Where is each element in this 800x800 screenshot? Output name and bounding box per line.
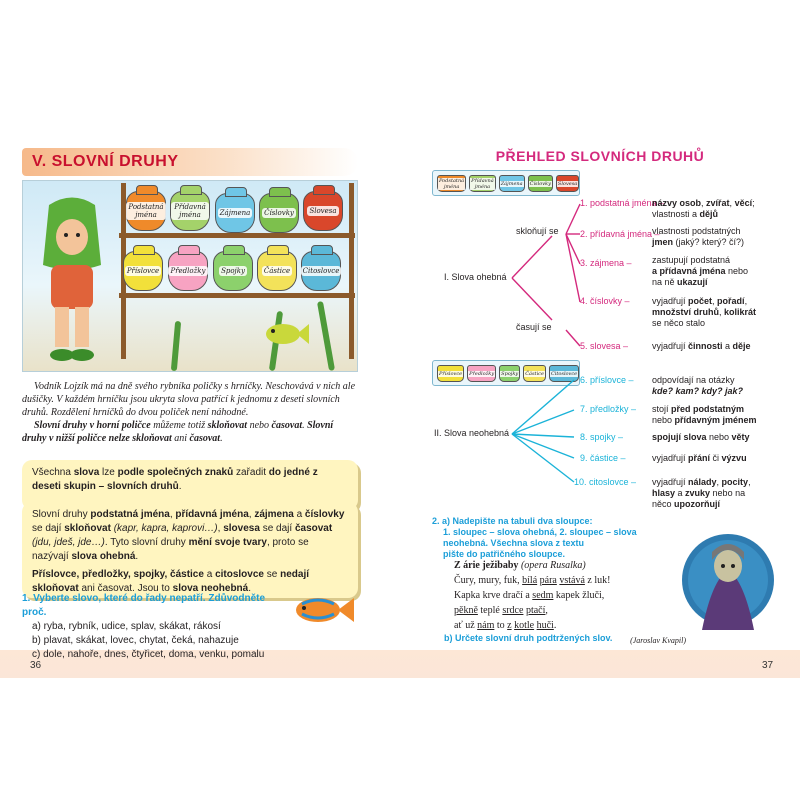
desc-cislovky: vyjadřují počet, pořadí, množství druhů, kolikrát se něco stalo (652, 296, 757, 328)
exercise-1-c: c) dole, nahoře, dnes, čtyřicet, doma, venku, pomalu (32, 649, 265, 660)
poem-line-3: pěkně teplé srdce ptačí, (454, 605, 548, 616)
tree-line (566, 234, 580, 264)
tree-line (566, 204, 580, 234)
node-slovesa: 5. slovesa – (580, 341, 629, 351)
tree-line (512, 380, 574, 434)
mini-jar: Slovesa (556, 175, 579, 192)
mini-jar: Citoslovce (549, 365, 579, 382)
exercise-2-instruction-2: pište do patřičného sloupce. (443, 549, 566, 559)
node-citoslovce: 10. citoslovce – (574, 477, 637, 487)
left-page (0, 130, 400, 678)
jar-prislovce: Příslovce (123, 251, 163, 291)
jar-castice: Částice (257, 251, 297, 291)
rule-box (22, 502, 358, 598)
shelf-illustration (22, 180, 358, 372)
page-number: 36 (30, 660, 42, 671)
exercise-2b: b) Určete slovní druh podtržených slov. (444, 633, 613, 643)
overview-title: PŘEHLED SLOVNÍCH DRUHŮ (495, 148, 705, 164)
exercise-1-title: 1. Vyberte slovo, které do řady nepatří. Zdůvodněte proč. (22, 593, 266, 618)
poem-line-2: Kapka krve dračí a sedm kapek žluči, (454, 590, 605, 601)
label-casuji-se: časují se (516, 322, 552, 332)
mini-jar: Částice (523, 365, 546, 382)
shelf-post (349, 183, 354, 359)
jar-cislovky: Číslovky (259, 193, 299, 233)
label-slova-neohebna: II. Slova neohebná (434, 428, 510, 438)
poem-line-4: ať už nám to z kotle huči. (454, 620, 557, 631)
desc-citoslovce: vyjadřují nálady, pocity, hlasy a zvuky nebo na něco upozorňují (652, 477, 751, 509)
intro-paragraph-2: Slovní druhy v horní poličce můžeme totiž skloňovat nebo časovat. Slovní druhy v nižší poličce nelze skloňovat ani časovat. (22, 420, 334, 444)
poem-line-1: Čury, mury, fuk, bílá pára vstává z luk! (454, 575, 611, 586)
node-podstatna-jmena: 1. podstatná jména – (580, 198, 665, 208)
exercise-1-b: b) plavat, skákat, lovec, chytat, čeká, nahazuje (32, 635, 239, 646)
node-spojky: 8. spojky – (580, 432, 624, 442)
exercise-2 (432, 516, 692, 560)
mini-jar: Zájmena (499, 175, 525, 192)
desc-spojky: spojují slova nebo věty (652, 432, 750, 442)
tree-line (512, 434, 574, 458)
jar-pridavna-jmena: Přídavná jména (170, 191, 210, 231)
definition-box: Všechna slova lze podle společných znaků zařadit do jedné z deseti skupin – slovních druhů. (22, 460, 358, 510)
desc-prislovce: odpovídají na otázky kde? kam? kdy? jak? (652, 375, 744, 396)
label-slova-ohebna: I. Slova ohebná (444, 272, 507, 282)
jar-predlozky: Předložky (168, 251, 208, 291)
exercise-2-instruction: 1. sloupec – slova ohebná, 2. sloupec – slova neohebná. Všechna slova z textu (443, 527, 637, 548)
node-cislovky: 4. číslovky – (580, 296, 630, 306)
label-sklonuji-se: skloňují se (516, 226, 559, 236)
jar-slovesa: Slovesa (303, 191, 343, 231)
fish-icon (263, 319, 309, 349)
node-castice: 9. částice – (580, 453, 626, 463)
poem-title: Z árie ježibaby (opera Rusalka) (454, 560, 586, 571)
jar-spojky: Spojky (213, 251, 253, 291)
seaweed-icon (317, 301, 335, 371)
node-zajmena: 3. zájmena – (580, 258, 632, 268)
rule-paragraph-2: Příslovce, předložky, spojky, částice a citoslovce se nedají skloňovat ani časovat. Jsou to slova neohebná. (32, 569, 310, 594)
tree-line (512, 278, 552, 320)
rule-paragraph-1: Slovní druhy podstatná jména, přídavná jména, zájmena a číslovky se dají skloňovat (kapr, kapra, kaprovi…), slovesa se dají časovat (jdu, jdeš, jde…). Tyto slovní druhy mění svoje tvary, proto se nazývají slova ohebná. (32, 509, 345, 562)
top-shelf (119, 233, 355, 238)
node-prislovce: 6. příslovce – (580, 375, 634, 385)
intro-paragraph-1: Vodník Lojzík má na dně svého rybníka poličky s hrníčky. Neschovává v nich ale dušičky. V každém hrníčku jsou ukryta slova patřící k jednomu z deseti slovních druhů. Rozdělení hrníčků do dvou poliček není náhodné. (22, 381, 356, 418)
exercise-1-a: a) ryba, rybník, udice, splav, skákat, rákosí (32, 621, 221, 632)
desc-predlozky: stojí před podstatným nebo přídavným jménem (652, 404, 757, 425)
jar-zajmena: Zájmena (215, 193, 255, 233)
poem-author: (Jaroslav Kvapil) (630, 636, 686, 645)
water-sprite-icon (29, 195, 115, 371)
mini-jar: Spojky (499, 365, 520, 382)
jar-podstatna-jmena: Podstatná jména (126, 191, 166, 231)
mini-jar: Podstatná jména (437, 175, 466, 192)
mini-jar: Číslovky (528, 175, 553, 192)
tree-line (566, 330, 580, 346)
right-page (400, 130, 800, 678)
witch-illustration-icon (682, 530, 774, 630)
intro-text (22, 380, 358, 445)
desc-pridavna-jmena: vlastnosti podstatných jmen (jaký? který? čí?) (652, 226, 745, 247)
desc-podstatna-jmena: názvy osob, zvířat, věcí; vlastnosti a dějů (652, 198, 755, 219)
tree-line (566, 234, 580, 302)
desc-slovesa: vyjadřují činnosti a děje (652, 341, 751, 351)
mini-jar: Předložky (467, 365, 496, 382)
jar-citoslovce: Citoslovce (301, 251, 341, 291)
tree-line (512, 434, 574, 482)
node-predlozky: 7. předložky – (580, 404, 637, 414)
exercise-1 (22, 592, 282, 662)
tree-line (512, 236, 552, 278)
seaweed-icon (171, 321, 181, 371)
node-pridavna-jmena: 2. přídavná jména – (580, 229, 660, 239)
bottom-shelf (119, 293, 355, 298)
chapter-title: V. SLOVNÍ DRUHY (22, 148, 358, 176)
mini-jar: Příslovce (437, 365, 464, 382)
exercise-2-title: 2. a) Nadepište na tabuli dva sloupce: (432, 516, 593, 526)
tree-line (512, 410, 574, 434)
mini-jar: Přídavná jména (469, 175, 496, 192)
tree-line (512, 434, 574, 437)
page-number: 37 (762, 660, 774, 671)
fish-icon (288, 590, 356, 630)
desc-zajmena: zastupují podstatná a přídavná jména nebo na ně ukazují (652, 255, 749, 287)
desc-castice: vyjadřují přání či výzvu (652, 453, 747, 463)
